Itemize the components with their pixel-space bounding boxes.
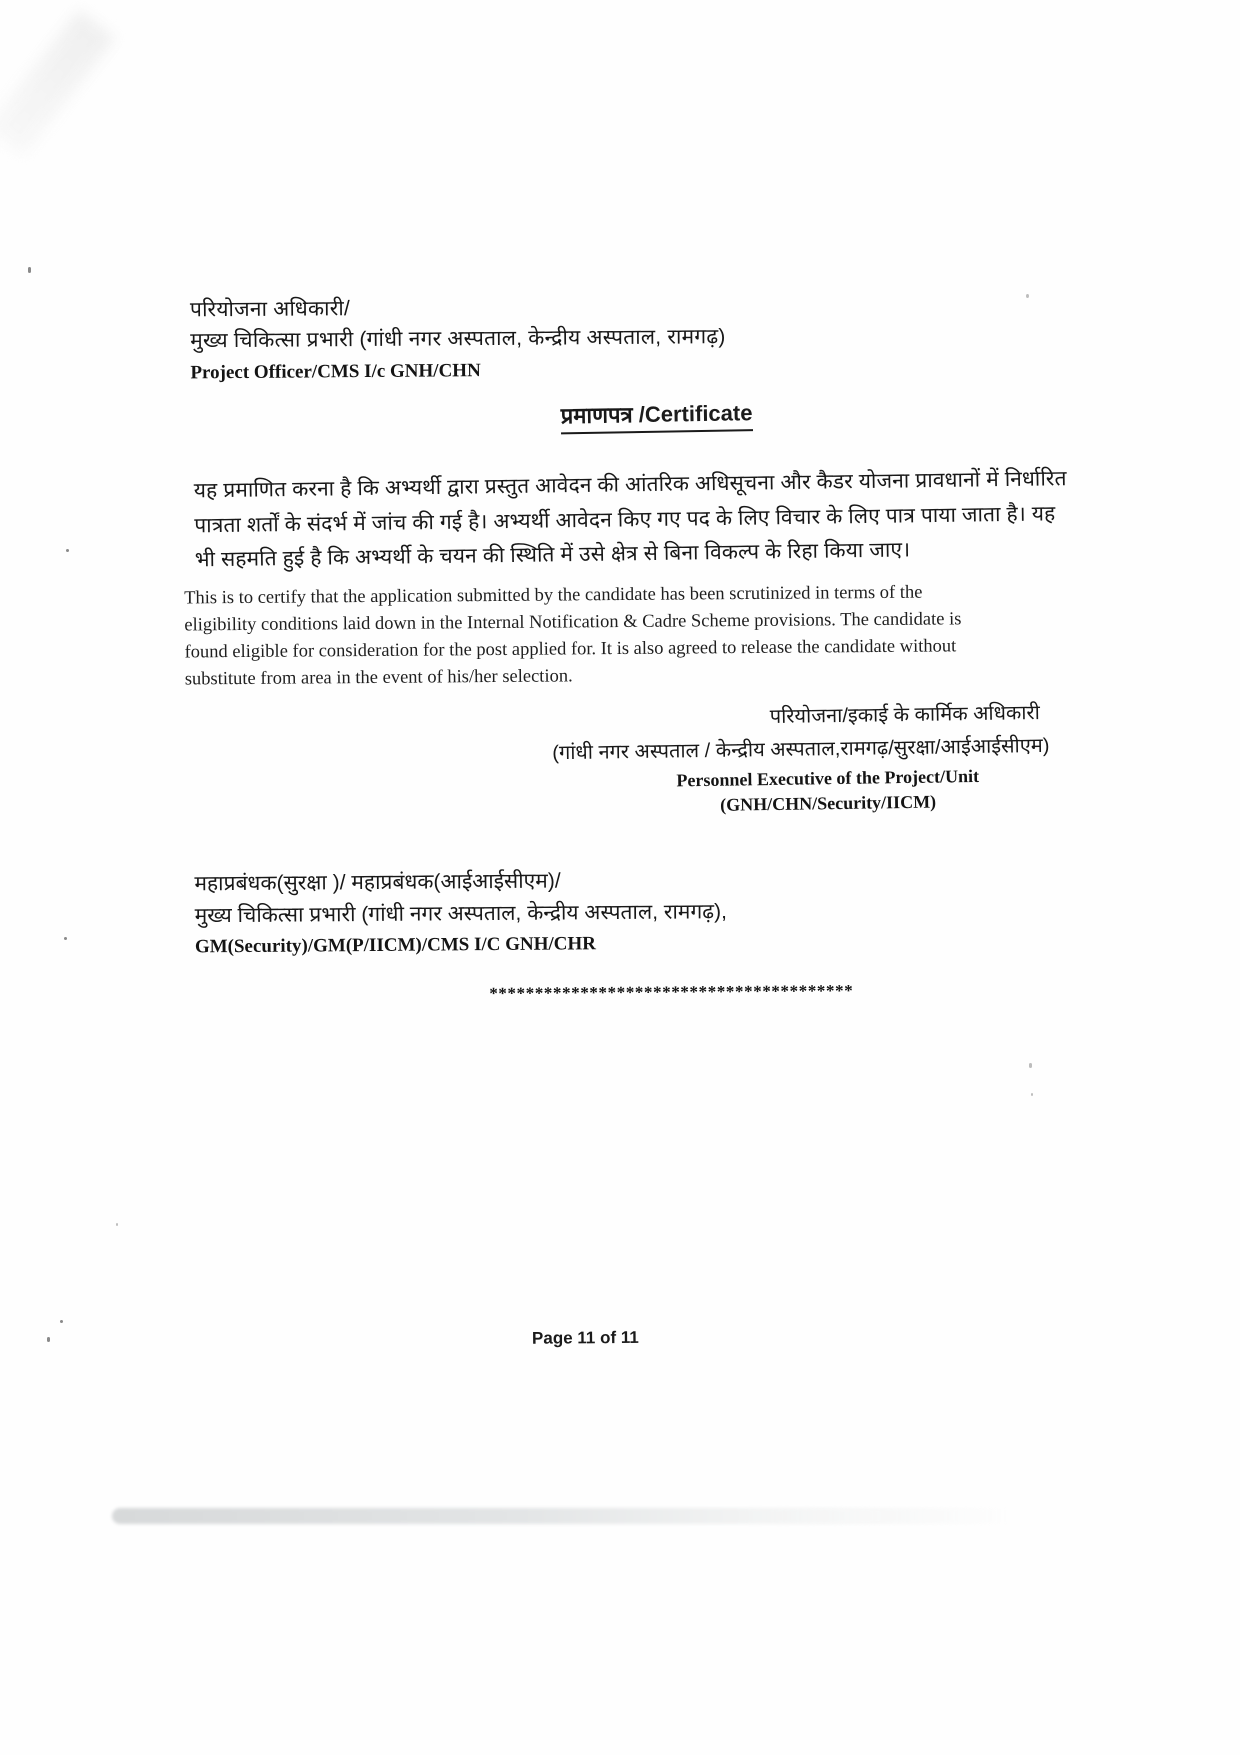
hindi-paragraph-line: पात्रता शर्तों के संदर्भ में जांच की गई है। अभ्यर्थी आवेदन किए गए पद के लिए विचार के लिए पात्र पाया जाता है। यह (194, 501, 1056, 537)
english-paragraph-line: substitute from area in the event of his/her selection. (184, 666, 573, 690)
signatory-units-english: (GNH/CHN/Security/IICM) (719, 791, 937, 815)
signatory-units-hindi: (गांधी नगर अस्पताल / केन्द्रीय अस्पताल,रामगढ़/सुरक्षा/आईआईसीएम) (552, 734, 1050, 765)
signature-block-personnel-executive (552, 697, 1050, 820)
certificate-body-english (184, 578, 1090, 693)
certificate-heading-hindi: प्रमाणपत्र (560, 402, 639, 429)
signatory-title-english: Personnel Executive of the Project/Unit (676, 765, 980, 791)
english-paragraph-line: This is to certify that the application submitted by the candidate has been scrutinized in terms of the (184, 582, 923, 609)
english-paragraph-line: found eligible for consideration for the post applied for. It is also agreed to release the candidate without (184, 636, 957, 663)
asterisk-separator: **************************************** (489, 981, 854, 1004)
certificate-heading-english: /Certificate (638, 400, 753, 428)
page-number: Page 11 of 11 (531, 1327, 639, 1348)
addressee-line-hindi-1: परियोजना अधिकारी/ (189, 297, 351, 322)
gm-title-hindi-2: मुख्य चिकित्सा प्रभारी (गांधी नगर अस्पताल, केन्द्रीय अस्पताल, रामगढ़), (194, 900, 727, 928)
addressee-block (190, 290, 726, 388)
gm-title-hindi-1: महाप्रबंधक(सुरक्षा )/ महाप्रबंधक(आईआईसीएम)/ (194, 869, 561, 896)
english-paragraph-line: eligibility conditions laid down in the Internal Notification & Cadre Scheme provisions. The candidate is (184, 609, 962, 636)
addressee-line-hindi-2: मुख्य चिकित्सा प्रभारी (गांधी नगर अस्पताल, केन्द्रीय अस्पताल, रामगढ़) (190, 325, 726, 353)
signatory-title-hindi: परियोजना/इकाई के कार्मिक अधिकारी (769, 702, 1040, 729)
addressee-line-english: Project Officer/CMS I/c GNH/CHN (190, 360, 481, 384)
signature-block-general-manager (194, 864, 727, 962)
gm-title-english: GM(Security)/GM(P/IICM)/CMS I/C GNH/CHR (194, 933, 597, 958)
hindi-paragraph-line: यह प्रमाणित करना है कि अभ्यर्थी द्वारा प्रस्तुत आवेदन की आंतरिक अधिसूचना और कैडर योजना प्रावधानों में निर्धारित (193, 467, 1067, 503)
hindi-paragraph-line: भी सहमति हुई है कि अभ्यर्थी के चयन की स्थिति में उसे क्षेत्र से बिना विकल्प के रिहा किया जाए। (194, 538, 911, 572)
certificate-heading (560, 397, 752, 434)
certificate-body-hindi (193, 463, 1067, 578)
